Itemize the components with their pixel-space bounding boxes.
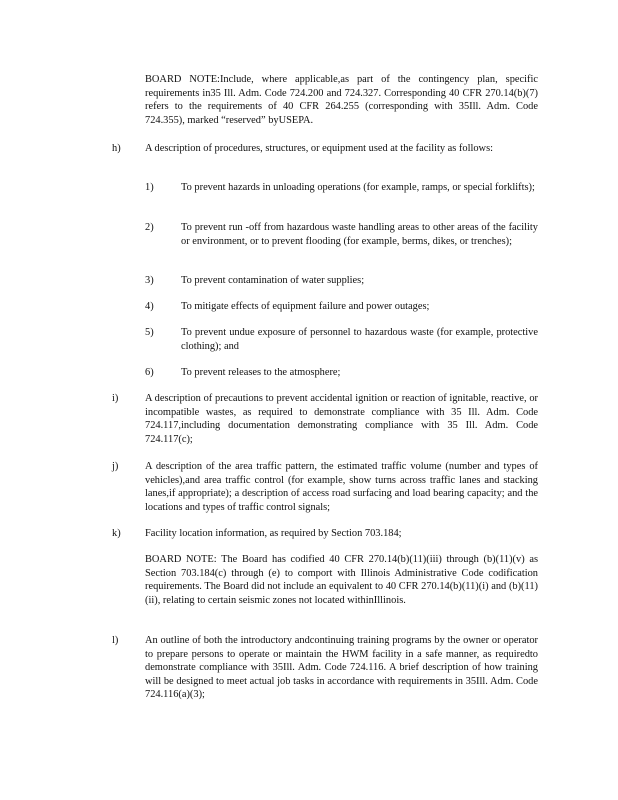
item-h5-number: 5) — [145, 327, 154, 338]
item-h1-number: 1) — [145, 182, 154, 193]
item-j-text: A description of the area traffic pattern, the estimated traffic volume (number and types of vehicles),and area traffic control (for example, show turns across traffic lanes and stacking lanes,if appropriate); a description of access road surfacing and load bearing capacity; and the locations and types of traffic control signals; — [145, 461, 538, 513]
item-h2-text: To prevent run -off from hazardous waste handling areas to other areas of the facility or environment, or to prevent flooding (for example, berms, dikes, or trenches); — [181, 222, 538, 247]
item-k-letter: k) — [112, 528, 121, 539]
item-l-text: An outline of both the introductory andcontinuing training programs by the owner or operator to prepare persons to operate or maintain the HWM facility in a safe manner, as requiredto demonstrate compliance with 35Ill. Adm. Code 724.116. A brief description of how training will be designed to meet actual job tasks in accordance with requirements in 35Ill. Adm. Code 724.116(a)(3); — [145, 635, 538, 700]
item-i-text: A description of precautions to prevent accidental ignition or reaction of ignitable, reactive, or incompatible wastes, as required to demonstrate compliance with 35 Ill. Adm. Code 724.117,including documentation demonstrating compliance with 35 Ill. Adm. Code 724.117(c); — [145, 393, 538, 445]
item-h2-number: 2) — [145, 222, 154, 233]
item-h3-text: To prevent contamination of water supplies; — [181, 275, 365, 286]
item-h6-number: 6) — [145, 367, 154, 378]
item-h1-text: To prevent hazards in unloading operations (for example, ramps, or special forklifts); — [181, 182, 535, 193]
item-j-letter: j) — [112, 461, 119, 472]
item-h5-text: To prevent undue exposure of personnel to hazardous waste (for example, protective clothing); and — [181, 327, 538, 352]
item-l-letter: l) — [112, 635, 119, 646]
board-note-contingency: BOARD NOTE:Include, where applicable,as part of the contingency plan, specific requirements in35 Ill. Adm. Code 724.200 and 724.327. Corresponding 40 CFR 270.14(b)(7) refers to the requirements of 40 CFR 264.255 (corresponding with 35Ill. Adm. Code 724.355), marked “reserved” byUSEPA. — [145, 74, 538, 126]
item-h4-text: To mitigate effects of equipment failure and power outages; — [181, 301, 430, 312]
board-note-seismic: BOARD NOTE: The Board has codified 40 CFR 270.14(b)(11)(iii) through (b)(11)(v) as Section 703.184(c) through (e) to comport with Illinois Administrative Code codification requirements. The Board did not include an equivalent to 40 CFR 270.14(b)(11)(i) and (b)(11)(ii), relating to certain seismic zones not located withinIllinois. — [145, 554, 538, 606]
item-h6-text: To prevent releases to the atmosphere; — [181, 367, 341, 378]
item-h-letter: h) — [112, 143, 121, 154]
item-h4-number: 4) — [145, 301, 154, 312]
item-h3-number: 3) — [145, 275, 154, 286]
item-h-text: A description of procedures, structures, or equipment used at the facility as follows: — [145, 143, 493, 154]
item-k-text: Facility location information, as required by Section 703.184; — [145, 528, 402, 539]
item-i-letter: i) — [112, 393, 119, 404]
